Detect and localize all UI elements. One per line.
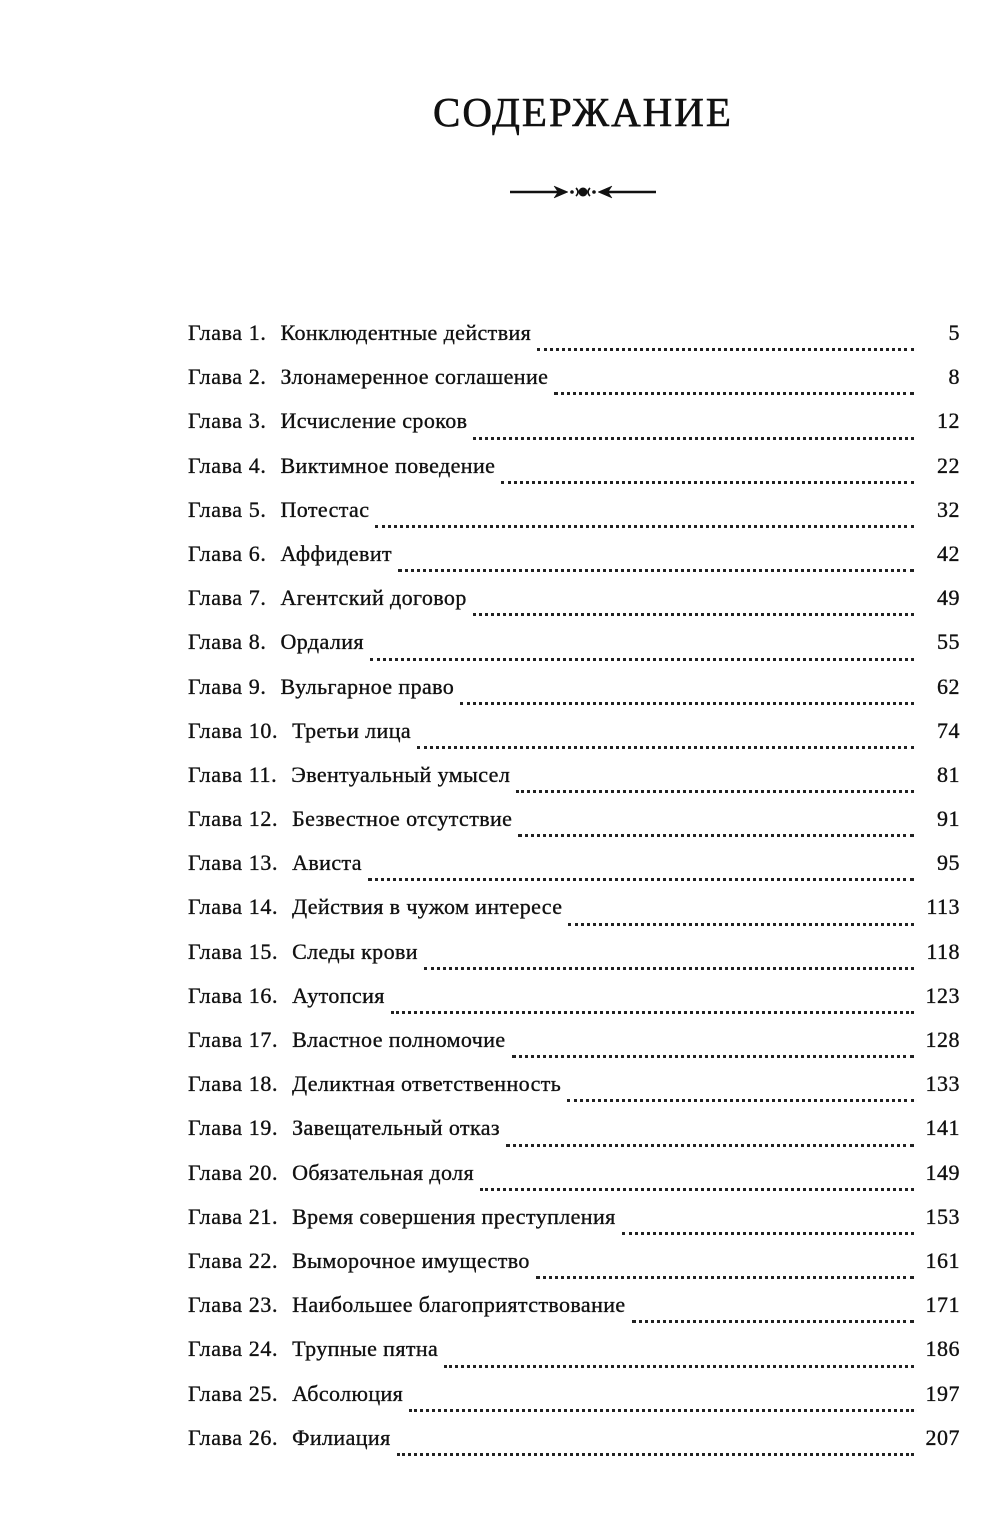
toc-dot-leader xyxy=(370,658,914,661)
toc-entry[interactable] xyxy=(188,1292,960,1336)
toc-entry[interactable] xyxy=(188,1115,960,1159)
toc-dot-leader xyxy=(409,1409,914,1412)
toc-entry[interactable] xyxy=(188,1160,960,1204)
toc-page-number: 207 xyxy=(925,1424,960,1450)
toc-chapter-number: Глава 1. xyxy=(188,320,267,345)
toc-dot-leader xyxy=(536,1276,914,1279)
toc-entry[interactable] xyxy=(188,983,960,1027)
toc-chapter-number: Глава 8. xyxy=(188,629,267,655)
toc-dot-leader xyxy=(460,702,914,705)
toc-dot-leader xyxy=(397,1453,914,1456)
toc-chapter-title: Аффидевит xyxy=(280,540,393,566)
toc-dot-leader xyxy=(480,1188,914,1191)
toc-chapter-title: Ависта xyxy=(292,850,362,876)
toc-page-number: 141 xyxy=(925,1115,960,1141)
toc-chapter-title: Следы крови xyxy=(292,938,418,964)
toc-dot-leader xyxy=(512,1055,914,1058)
toc-page-number: 113 xyxy=(926,894,960,920)
toc-page-number: 128 xyxy=(925,1027,960,1052)
toc-page-number: 74 xyxy=(937,717,960,743)
toc-page-number: 153 xyxy=(925,1203,960,1229)
toc-dot-leader xyxy=(506,1144,914,1147)
toc-chapter-number: Глава 23. xyxy=(188,1292,279,1318)
toc-dot-leader xyxy=(444,1365,914,1368)
toc-dot-leader xyxy=(398,569,914,572)
toc-entry[interactable] xyxy=(188,497,960,541)
toc-chapter-number: Глава 25. xyxy=(188,1380,279,1406)
toc-chapter-number: Глава 22. xyxy=(188,1247,279,1273)
toc-entry[interactable] xyxy=(188,806,960,850)
toc-chapter-title: Властное полномочие xyxy=(292,1027,506,1052)
toc-page-number: 42 xyxy=(937,540,960,566)
toc-chapter-number: Глава 21. xyxy=(188,1203,279,1229)
toc-entry[interactable] xyxy=(188,674,960,718)
toc-dot-leader xyxy=(537,348,914,351)
toc-chapter-title: Эвентуальный умысел xyxy=(291,761,511,787)
toc-dot-leader xyxy=(424,967,914,970)
toc-entry[interactable] xyxy=(188,453,960,497)
toc-dot-leader xyxy=(516,790,914,793)
toc-page-number: 8 xyxy=(948,364,960,390)
toc-entry[interactable] xyxy=(188,629,960,673)
toc-chapter-title: Абсолюция xyxy=(292,1380,404,1406)
toc-chapter-number: Глава 15. xyxy=(188,938,279,964)
toc-dot-leader xyxy=(473,437,914,440)
toc-chapter-number: Глава 2. xyxy=(188,364,267,390)
toc-page-number: 123 xyxy=(925,982,960,1008)
toc-chapter-number: Глава 6. xyxy=(188,540,267,566)
toc-dot-leader xyxy=(501,481,914,484)
toc-page-number: 197 xyxy=(925,1380,960,1406)
table-of-contents xyxy=(188,320,960,1469)
toc-dot-leader xyxy=(417,746,914,749)
toc-dot-leader xyxy=(391,1011,914,1014)
toc-chapter-title: Исчисление сроков xyxy=(280,408,468,434)
toc-chapter-title: Ордалия xyxy=(280,629,364,655)
toc-chapter-number: Глава 9. xyxy=(188,673,267,699)
toc-chapter-number: Глава 17. xyxy=(188,1027,279,1052)
toc-dot-leader xyxy=(375,525,914,528)
toc-page-number: 133 xyxy=(925,1071,960,1097)
toc-chapter-title: Выморочное имущество xyxy=(292,1247,530,1273)
toc-entry[interactable] xyxy=(188,1336,960,1380)
toc-chapter-title: Действия в чужом интересе xyxy=(292,894,563,920)
toc-entry[interactable] xyxy=(188,585,960,629)
toc-dot-leader xyxy=(554,392,914,395)
toc-chapter-title: Виктимное поведение xyxy=(280,452,496,478)
toc-page-number: 91 xyxy=(937,806,960,832)
toc-chapter-title: Конклюдентные действия xyxy=(280,320,532,345)
toc-dot-leader xyxy=(632,1320,914,1323)
decorative-divider-icon xyxy=(510,178,656,206)
toc-chapter-number: Глава 16. xyxy=(188,982,279,1008)
toc-chapter-number: Глава 7. xyxy=(188,585,267,611)
toc-entry[interactable] xyxy=(188,1071,960,1115)
toc-chapter-number: Глава 12. xyxy=(188,806,279,832)
toc-entry[interactable] xyxy=(188,1381,960,1425)
toc-chapter-number: Глава 19. xyxy=(188,1115,279,1141)
toc-page-number: 149 xyxy=(925,1159,960,1185)
toc-chapter-title: Трупные пятна xyxy=(292,1336,439,1362)
toc-entry[interactable] xyxy=(188,408,960,452)
toc-entry[interactable] xyxy=(188,364,960,408)
toc-chapter-number: Глава 24. xyxy=(188,1336,279,1362)
toc-chapter-title: Деликтная ответственность xyxy=(292,1071,562,1097)
toc-chapter-title: Время совершения преступления xyxy=(292,1203,616,1229)
toc-page-number: 62 xyxy=(937,673,960,699)
toc-entry[interactable] xyxy=(188,1248,960,1292)
toc-page-number: 12 xyxy=(937,408,960,434)
toc-chapter-title: Вульгарное право xyxy=(280,673,455,699)
toc-page-number: 118 xyxy=(926,938,960,964)
toc-dot-leader xyxy=(473,613,914,616)
toc-chapter-title: Агентский договор xyxy=(280,585,467,611)
toc-chapter-title: Обязательная доля xyxy=(292,1159,474,1185)
toc-chapter-number: Глава 18. xyxy=(188,1071,279,1097)
toc-entry[interactable] xyxy=(188,939,960,983)
toc-entry[interactable] xyxy=(188,718,960,762)
toc-page-number: 95 xyxy=(937,850,960,876)
toc-page-number: 81 xyxy=(937,761,960,787)
toc-chapter-title: Филиация xyxy=(292,1424,391,1450)
toc-dot-leader xyxy=(622,1232,914,1235)
toc-entry[interactable] xyxy=(188,1425,960,1469)
toc-entry[interactable] xyxy=(188,1204,960,1248)
toc-chapter-title: Наибольшее благоприятствование xyxy=(292,1292,626,1318)
toc-entry[interactable] xyxy=(188,320,960,364)
toc-chapter-number: Глава 4. xyxy=(188,452,267,478)
toc-page-number: 32 xyxy=(937,496,960,522)
toc-page-number: 186 xyxy=(925,1336,960,1362)
toc-chapter-number: Глава 3. xyxy=(188,408,267,434)
toc-entry[interactable] xyxy=(188,762,960,806)
page-title: СОДЕРЖАНИЕ xyxy=(433,89,733,135)
toc-chapter-number: Глава 20. xyxy=(188,1159,279,1185)
toc-chapter-title: Злонамеренное соглашение xyxy=(280,364,549,390)
toc-page-number: 5 xyxy=(948,320,960,345)
toc-chapter-number: Глава 11. xyxy=(188,761,278,787)
toc-entry[interactable] xyxy=(188,850,960,894)
toc-page-number: 55 xyxy=(937,629,960,655)
toc-page-number: 171 xyxy=(925,1292,960,1318)
toc-chapter-number: Глава 26. xyxy=(188,1424,279,1450)
toc-dot-leader xyxy=(568,923,914,926)
toc-page-number: 49 xyxy=(937,585,960,611)
toc-entry[interactable] xyxy=(188,541,960,585)
toc-dot-leader xyxy=(368,878,914,881)
toc-dot-leader xyxy=(518,834,914,837)
toc-chapter-title: Безвестное отсутствие xyxy=(292,806,513,832)
toc-chapter-number: Глава 10. xyxy=(188,717,279,743)
toc-chapter-title: Третьи лица xyxy=(292,717,412,743)
toc-page-number: 22 xyxy=(937,452,960,478)
toc-chapter-number: Глава 5. xyxy=(188,496,267,522)
toc-chapter-title: Аутопсия xyxy=(292,982,385,1008)
toc-dot-leader xyxy=(567,1099,914,1102)
toc-chapter-number: Глава 14. xyxy=(188,894,279,920)
toc-entry[interactable] xyxy=(188,1027,960,1071)
toc-chapter-number: Глава 13. xyxy=(188,850,279,876)
toc-chapter-title: Завещательный отказ xyxy=(292,1115,500,1141)
toc-entry[interactable] xyxy=(188,894,960,938)
toc-chapter-title: Потестас xyxy=(280,496,370,522)
toc-page-number: 161 xyxy=(925,1247,960,1273)
